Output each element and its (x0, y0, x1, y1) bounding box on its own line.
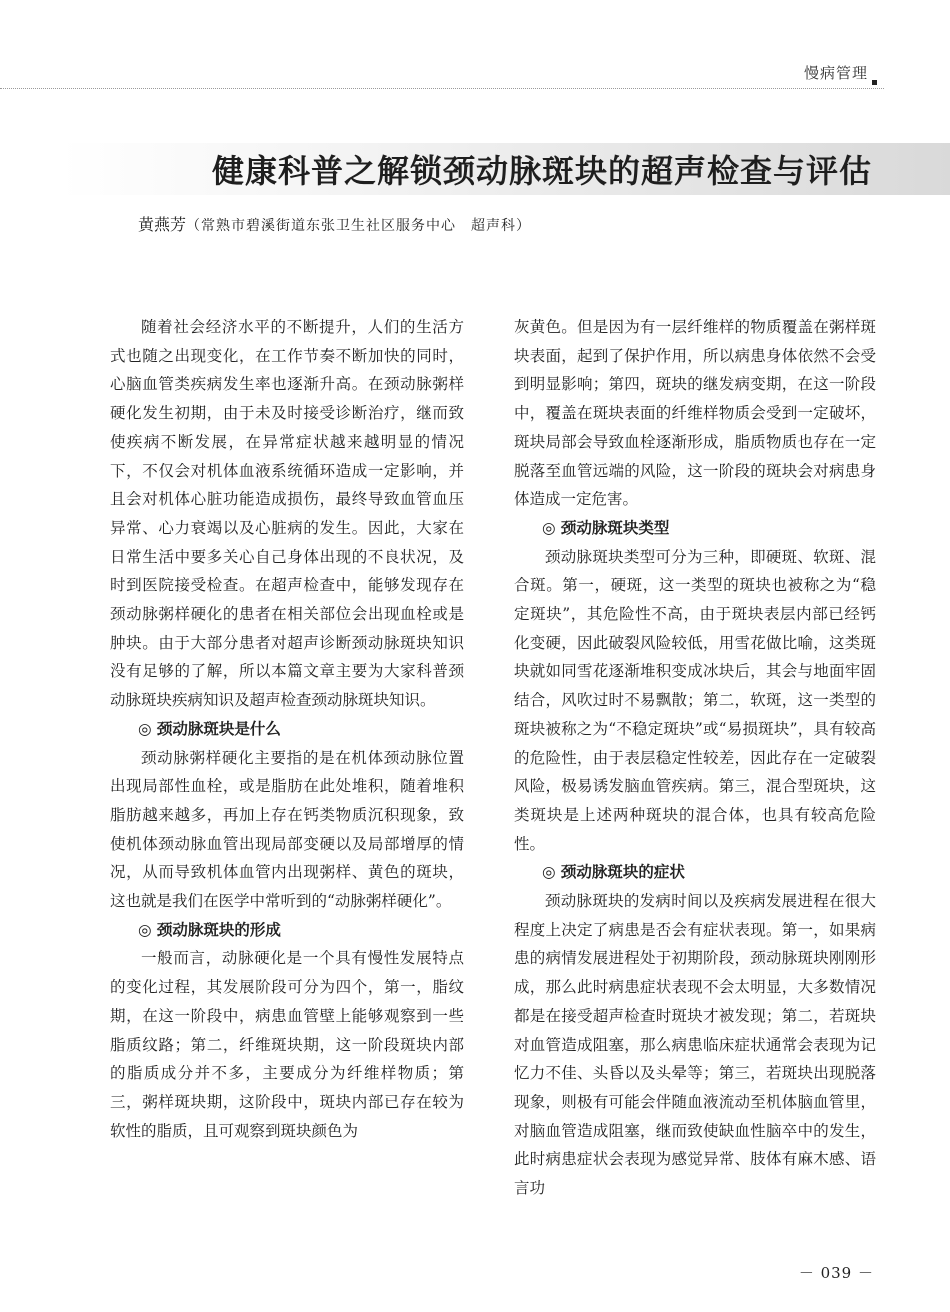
section-what-is-paragraph: 颈动脉粥样硬化主要指的是在机体颈动脉位置出现局部性血栓，或是脂肪在此处堆积，随着堆积脂肪越来越多，再加上存在钙类物质沉积现象，致使机体颈动脉血管出现局部变硬以及局部增厚的情况，从而导致机体血管内出现粥样、黄色的斑块，这也就是我们在医学中常听到的“动脉粥样硬化”。 (110, 748, 464, 911)
section-symptoms-paragraph: 颈动脉斑块的发病时间以及疾病发展进程在很大程度上决定了病患是否会有症状表现。第一，如果病患的病情发展进程处于初期阶段，颈动脉斑块刚刚形成，那么此时病患症状表现不会太明显，大多数情况都是在接受超声检查时斑块才被发现；第二，若斑块对血管造成阻塞，那么病患临床症状通常会表现为记忆力不佳、头昏以及头晕等；第三，若斑块出现脱落现象，则极有可能会伴随血液流动至机体脑血管里，对脑血管造成阻塞，继而致使缺血性脑卒中的发生，此时病患症状会表现为感觉异常、肢体有麻木感、语言功 (514, 892, 876, 1198)
author-affiliation: （常熟市碧溪街道东张卫生社区服务中心 超声科） (186, 218, 532, 234)
section-heading-formation: ◎ 颈动脉斑块的形成 (138, 919, 281, 939)
section-types-paragraph: 颈动脉斑块类型可分为三种，即硬斑、软斑、混合斑。第一，硬斑，这一类型的斑块也被称之为“稳定斑块”，其危险性不高，由于斑块表层内部已经钙化变硬，因此破裂风险较低，用雪花做比喻，这类斑块就如同雪花逐渐堆积变成冰块后，其会与地面牢固结合，风吹过时不易飘散；第二，软斑，这一类型的斑块被称之为“不稳定斑块”或“易损斑块”，具有较高的危险性，由于表层稳定性较差，因此存在一定破裂风险，极易诱发脑血管疾病。第三，混合型斑块，这类斑块是上述两种斑块的混合体，也具有较高危险性。 (514, 547, 876, 853)
page-number: － 039 － (798, 1264, 874, 1282)
section-marker-square (872, 80, 877, 85)
author-line (138, 212, 531, 235)
column-left (110, 313, 464, 1145)
intro-paragraph: 随着社会经济水平的不断提升，人们的生活方式也随之出现变化，在工作节奏不断加快的同时，心脑血管类疾病发生率也逐渐升高。在颈动脉粥样硬化发生初期，由于未及时接受诊断治疗，继而致使疾病不断发展，在异常症状越来越明显的情况下，不仅会对机体血液系统循环造成一定影响，并且会对机体心脏功能造成损伤，最终导致血管血压异常、心力衰竭以及心脏病的发生。因此，大家在日常生活中要多关心自己身体出现的不良状况，及时到医院接受检查。在超声检查中，能够发现存在颈动脉粥样硬化的患者在相关部位会出现血栓或是肿块。由于大部分患者对超声诊断颈动脉斑块知识没有足够的了解，所以本篇文章主要为大家科普颈动脉斑块疾病知识及超声检查颈动脉斑块知识。 (110, 318, 464, 710)
section-heading-what-is: ◎ 颈动脉斑块是什么 (138, 718, 281, 738)
column-right (514, 313, 876, 1203)
section-heading-symptoms: ◎ 颈动脉斑块的症状 (542, 862, 685, 882)
author-name: 黄燕芳 (138, 215, 187, 234)
section-formation-paragraph: 一般而言，动脉硬化是一个具有慢性发展特点的变化过程，其发展阶段可分为四个，第一，脂纹期，在这一阶段中，病患血管壁上能够观察到一些脂质纹路；第二，纤维斑块期，这一阶段斑块内部的脂质成分并不多，主要成分为纤维样物质；第三，粥样斑块期，这阶段中，斑块内部已存在较为软性的脂质，且可观察到斑块颜色为 (110, 949, 464, 1140)
section-heading-types: ◎ 颈动脉斑块类型 (542, 517, 670, 537)
section-formation-paragraph-continued: 灰黄色。但是因为有一层纤维样的物质覆盖在粥样斑块表面，起到了保护作用，所以病患身体依然不会受到明显影响；第四，斑块的继发病变期，在这一阶段中，覆盖在斑块表面的纤维样物质会受到一定破坏，斑块局部会导致血栓逐渐形成，脂质物质也存在一定脱落至血管远端的风险，这一阶段的斑块会对病患身体造成一定危害。 (514, 318, 876, 509)
header-rule (0, 88, 884, 89)
section-label: 慢病管理 (803, 64, 868, 82)
article-title: 健康科普之解锁颈动脉斑块的超声检查与评估 (211, 152, 872, 190)
